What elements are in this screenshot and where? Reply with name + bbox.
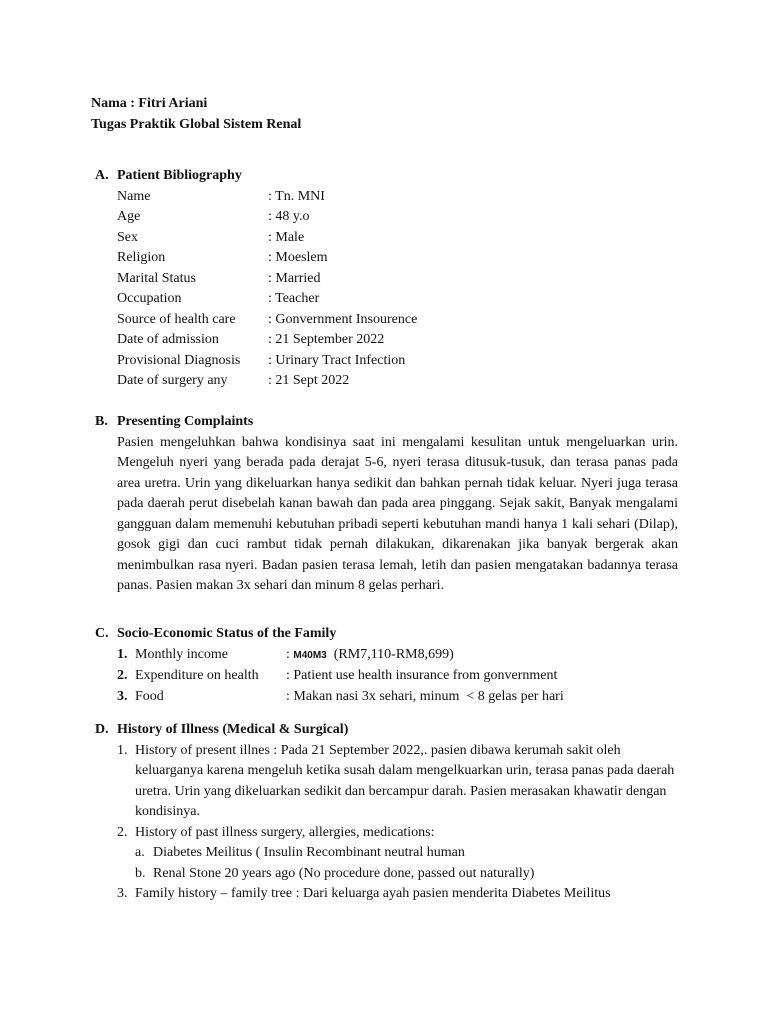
field-value bbox=[286, 645, 454, 667]
field-value bbox=[286, 687, 564, 708]
bibliography-row bbox=[95, 351, 678, 372]
value-text: Makan nasi 3x sehari, minum < 8 gelas per hari bbox=[293, 688, 564, 704]
item-text: Family history – family tree : Dari keluarga ayah pasien menderita Diabetes Meilitus bbox=[135, 886, 611, 901]
history-item bbox=[95, 884, 678, 905]
value-text: Patient use health insurance from gonvernment bbox=[293, 668, 558, 683]
field-label: Provisional Diagnosis bbox=[117, 352, 241, 368]
field-value: : 21 September 2022 bbox=[268, 332, 385, 347]
row-number: 1. bbox=[117, 646, 128, 662]
sub-letter: a. bbox=[135, 845, 145, 860]
section-letter: B. bbox=[95, 414, 108, 429]
field-label: Source of health care bbox=[117, 311, 236, 327]
field-label: Occupation bbox=[117, 291, 182, 306]
field-value: : 21 Sept 2022 bbox=[268, 373, 350, 388]
sub-item bbox=[135, 843, 678, 864]
field-label: Monthly income bbox=[135, 646, 228, 662]
section-letter: C. bbox=[95, 626, 109, 641]
section-b-heading bbox=[95, 412, 678, 433]
field-value: : Male bbox=[268, 229, 305, 245]
bibliography-row bbox=[95, 228, 678, 249]
row-number: 3. bbox=[117, 688, 128, 704]
item-number: 3. bbox=[117, 886, 128, 901]
field-label: Name bbox=[117, 188, 151, 204]
field-label: Religion bbox=[117, 250, 166, 265]
income-code: M40M3 bbox=[293, 649, 327, 661]
section-letter: D. bbox=[95, 722, 109, 737]
field-label: Age bbox=[117, 209, 141, 224]
section-c-heading bbox=[95, 624, 678, 645]
bibliography-row bbox=[95, 248, 678, 269]
field-value: : Tn. MNI bbox=[268, 188, 325, 204]
field-value: : Gonvernment Insourence bbox=[268, 311, 418, 327]
item-number: 1. bbox=[117, 742, 128, 758]
bibliography-row bbox=[95, 330, 678, 351]
sub-text: Renal Stone 20 years ago (No procedure done, passed out naturally) bbox=[153, 865, 535, 881]
section-title: Socio-Economic Status of the Family bbox=[117, 626, 337, 641]
section-presenting-complaints bbox=[95, 412, 678, 597]
row-number: 2. bbox=[117, 668, 128, 683]
socio-row bbox=[95, 666, 678, 687]
socio-row bbox=[95, 687, 678, 708]
field-label: Expenditure on health bbox=[135, 668, 259, 683]
value-text: (RM7,110-RM8,699) bbox=[326, 646, 454, 662]
field-value: : Married bbox=[268, 270, 321, 286]
field-value: : Urinary Tract Infection bbox=[268, 352, 406, 368]
item-body bbox=[135, 823, 678, 885]
bibliography-row bbox=[95, 371, 678, 392]
value-prefix: : bbox=[286, 668, 294, 683]
complaints-paragraph: Pasien mengeluhkan bahwa kondisinya saat ini mengalami kesulitan untuk mengeluarkan urin. Mengeluh nyeri yang berada pada derajat 5-6, nyeri terasa ditusuk-tusuk, dan terasa panas pada area uretra. Urin yang dikeluarkan hanya sedikit dan bahkan pernah tidak keluar. Nyeri juga terasa pada daerah perut disebelah kanan bawah dan pada area pinggang. Sejak sakit, Banyak mengalami gangguan dalam memenuhi kebutuhan pribadi seperti kebutuhan mandi hanya 1 kali sehari (Dilap), gosok gigi dan cuci rambut tidak pernah dilakukan, dikarenakan jika banyak bergerak akan menimbulkan rasa nyeri. Badan pasien terasa lemah, letih dan pasien mengatakan badannya terasa panas. Pasien makan 3x sehari dan minum 8 gelas perhari. bbox=[117, 434, 678, 593]
sub-item bbox=[135, 864, 678, 885]
assignment-title: Tugas Praktik Global Sistem Renal bbox=[91, 116, 302, 132]
field-label: Sex bbox=[117, 229, 138, 245]
section-title: Patient Bibliography bbox=[117, 168, 242, 183]
section-d-heading bbox=[95, 720, 678, 741]
bibliography-row bbox=[95, 207, 678, 228]
field-value: : Moeslem bbox=[268, 250, 328, 265]
document-header bbox=[91, 94, 301, 135]
field-label: Marital Status bbox=[117, 270, 196, 286]
bibliography-list bbox=[95, 187, 678, 392]
socio-row bbox=[95, 645, 678, 667]
field-value bbox=[286, 666, 557, 687]
field-value: : Teacher bbox=[268, 291, 320, 306]
field-label: Food bbox=[135, 688, 164, 704]
item-text: History of past illness surgery, allergies, medications: bbox=[135, 824, 435, 840]
bibliography-row bbox=[95, 289, 678, 310]
student-name: Nama : Fitri Ariani bbox=[91, 96, 208, 111]
item-number: 2. bbox=[117, 824, 128, 840]
bibliography-row bbox=[95, 187, 678, 208]
value-prefix: : bbox=[286, 688, 294, 704]
field-value: : 48 y.o bbox=[268, 209, 310, 224]
section-title: History of Illness (Medical & Surgical) bbox=[117, 722, 349, 737]
bibliography-row bbox=[95, 269, 678, 290]
section-socio-economic bbox=[95, 624, 678, 707]
history-item bbox=[95, 741, 678, 823]
section-patient-bibliography bbox=[95, 166, 678, 392]
sub-letter: b. bbox=[135, 865, 146, 881]
history-item bbox=[95, 823, 678, 885]
section-history-of-illness bbox=[95, 720, 678, 905]
item-text: History of present illnes : Pada 21 September 2022,. pasien dibawa kerumah sakit oleh keluarganya karena mengeluh ketika susah dalam mengelkuarkan urin, terasa panas pada daerah uretra. Urin yang dikeluarkan sedikit dan bercampur darah. Pasien merasakan khawatir dengan kondisinya. bbox=[135, 742, 675, 819]
field-label: Date of admission bbox=[117, 332, 219, 347]
value-prefix: : bbox=[286, 646, 294, 662]
bibliography-row bbox=[95, 310, 678, 331]
field-label: Date of surgery any bbox=[117, 373, 228, 388]
section-letter: A. bbox=[95, 168, 109, 183]
sub-text: Diabetes Meilitus ( Insulin Recombinant neutral human bbox=[153, 845, 465, 860]
section-title: Presenting Complaints bbox=[117, 414, 254, 429]
section-a-heading bbox=[95, 166, 678, 187]
